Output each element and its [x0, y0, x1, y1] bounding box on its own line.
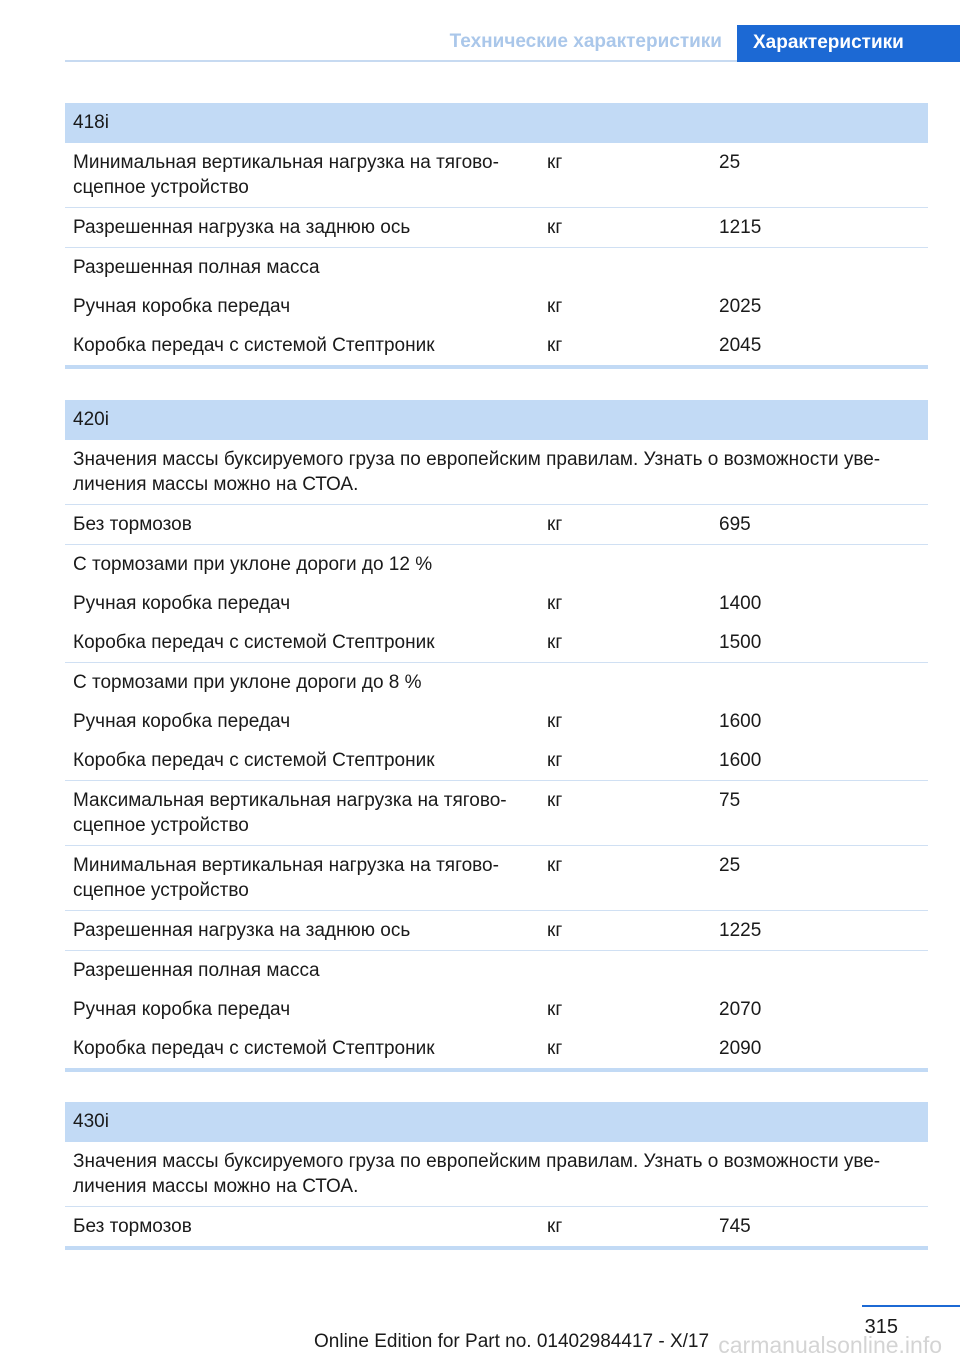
- table-title: 418i: [65, 103, 928, 143]
- table-418i: [65, 103, 928, 369]
- table-row: Минимальная вертикальная нагрузка на тягово- сцепное устройство кг 25: [65, 846, 928, 911]
- table-row: Разрешенная нагрузка на заднюю ось кг 1215: [65, 208, 928, 248]
- table-row: С тормозами при уклоне дороги до 8 %: [73, 672, 422, 693]
- table-row: Коробка передач с системой Стептроник кг 2045: [65, 326, 928, 369]
- table-row: Коробка передач с системой Стептроник кг 1500: [65, 623, 928, 663]
- table-420i: [65, 400, 928, 1072]
- table-row: Без тормозов кг 695: [65, 505, 928, 545]
- table-430i: [65, 1102, 928, 1250]
- header-chapter-tab: Характеристики: [737, 25, 960, 62]
- header-section-title: Технические характеристики: [449, 31, 722, 52]
- table-title: 430i: [65, 1102, 928, 1142]
- table-row: С тормозами при уклоне дороги до 12 %: [73, 554, 433, 575]
- footer-rule: [862, 1305, 960, 1307]
- table-note: Значения массы буксируемого груза по европейским правилам. Узнать о возможности уве- личения массы можно на СТОА.: [65, 440, 928, 505]
- table-row: Ручная коробка передач кг 1400: [73, 593, 762, 614]
- table-row: Минимальная вертикальная нагрузка на тягово- сцепное устройство кг 25: [65, 143, 928, 208]
- watermark: carmanualsonline.info: [718, 1332, 942, 1358]
- table-row: Разрешенная полная масса: [73, 257, 320, 278]
- table-row: Ручная коробка передач кг 2070: [73, 999, 762, 1020]
- page-header: [0, 25, 960, 62]
- table-row: Коробка передач с системой Стептроник кг 1600: [65, 741, 928, 781]
- table-note: Значения массы буксируемого груза по европейским правилам. Узнать о возможности уве- личения массы можно на СТОА.: [65, 1142, 928, 1207]
- page-number: 315: [864, 1316, 898, 1338]
- header-rule: [65, 60, 737, 62]
- table-row: Ручная коробка передач кг 1600: [73, 711, 762, 732]
- table-row: Без тормозов кг 745: [65, 1207, 928, 1250]
- table-row: Разрешенная полная масса: [73, 960, 320, 981]
- edition-text: Online Edition for Part no. 01402984417 - X/17: [314, 1331, 710, 1352]
- table-title: 420i: [65, 400, 928, 440]
- table-row: Максимальная вертикальная нагрузка на тягово- сцепное устройство кг 75: [65, 781, 928, 846]
- table-row: Разрешенная нагрузка на заднюю ось кг 1225: [65, 911, 928, 951]
- table-row: Коробка передач с системой Стептроник кг 2090: [65, 1029, 928, 1072]
- table-row: Ручная коробка передач кг 2025: [73, 296, 762, 317]
